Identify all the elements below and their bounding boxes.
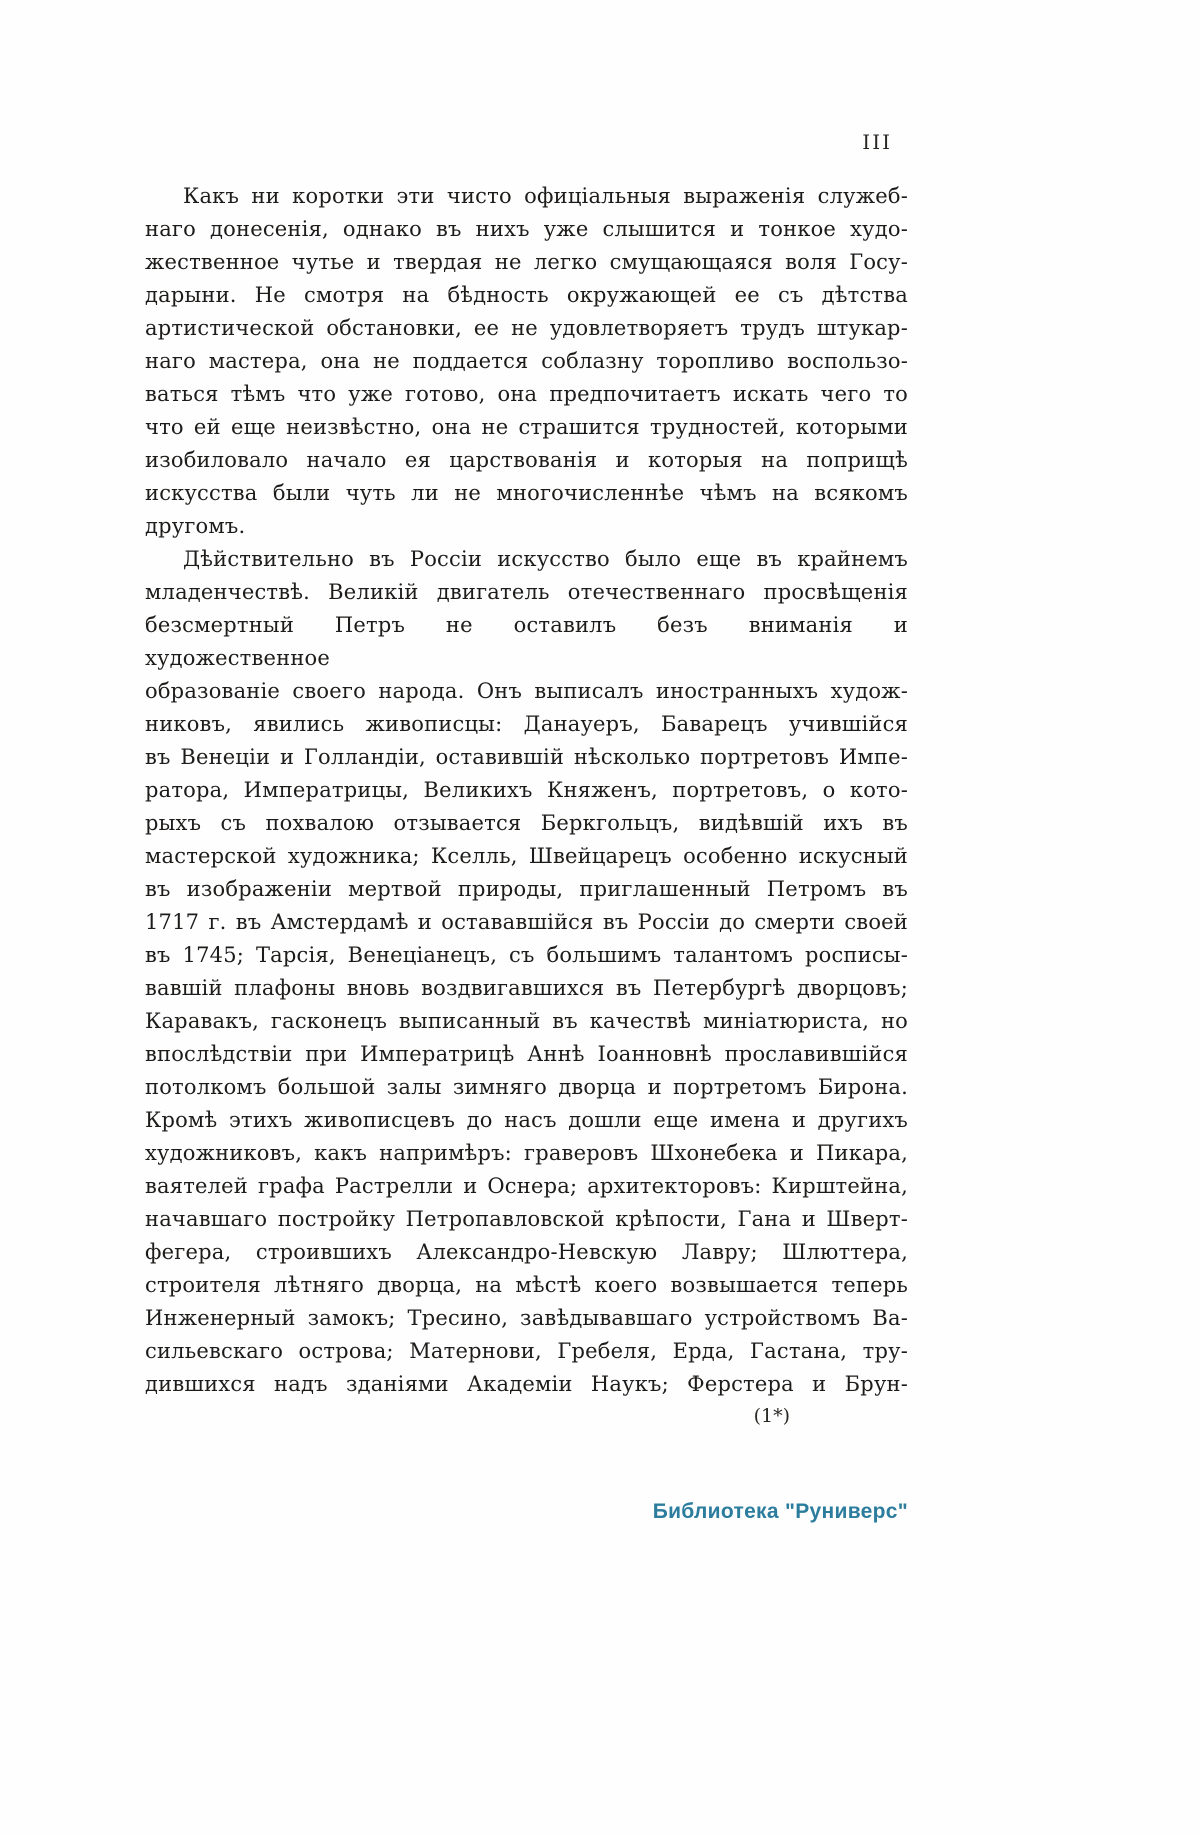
text-line: младенчествѣ. Великій двигатель отечественнаго просвѣщенія bbox=[145, 580, 908, 604]
text-line: сильевскаго острова; Матернови, Гребеля, Ерда, Гастана, тру- bbox=[145, 1339, 908, 1363]
text-line: Каравакъ, гасконецъ выписанный въ качествѣ миніатюриста, но bbox=[145, 1009, 908, 1033]
text-line: Инженерный замокъ; Тресино, завѣдывавшаго устройствомъ Ва- bbox=[145, 1306, 908, 1330]
text-block bbox=[145, 180, 908, 1427]
text-line: въ Венеціи и Голландіи, оставившій нѣсколько портретовъ Импе- bbox=[145, 745, 908, 769]
page-content bbox=[145, 130, 908, 1427]
text-line: изобиловало начало ея царствованія и которыя на поприщѣ bbox=[145, 448, 908, 472]
text-line: Какъ ни коротки эти чисто офиціальныя выраженія служеб- bbox=[183, 184, 908, 208]
text-line: дарыни. Не смотря на бѣдность окружающей ее съ дѣтства bbox=[145, 283, 908, 307]
text-line: художниковъ, какъ напримѣръ: граверовъ Шхонебека и Пикара, bbox=[145, 1141, 908, 1165]
text-line: никовъ, явились живописцы: Данауеръ, Баварецъ учившійся bbox=[145, 712, 908, 736]
text-line: фегера, строившихъ Александро-Невскую Лавру; Шлюттера, bbox=[145, 1240, 908, 1264]
text-line: ваятелей графа Растрелли и Оснера; архитекторовъ: Кирштейна, bbox=[145, 1174, 908, 1198]
text-line: образованіе своего народа. Онъ выписалъ иностранныхъ худож- bbox=[145, 679, 908, 703]
text-line: впослѣдствіи при Императрицѣ Аннѣ Іоанновнѣ прославившійся bbox=[145, 1042, 908, 1066]
text-line: вавшій плафоны вновь воздвигавшихся въ Петербургѣ дворцовъ; bbox=[145, 976, 908, 1000]
text-line: потолкомъ большой залы зимняго дворца и портретомъ Бирона. bbox=[145, 1075, 908, 1099]
text-line: начавшаго постройку Петропавловской крѣпости, Гана и Шверт- bbox=[145, 1207, 908, 1231]
text-line: 1717 г. въ Амстердамѣ и остававшійся въ Россіи до смерти своей bbox=[145, 910, 908, 934]
text-line: жественное чутье и твердая не легко смущающаяся воля Госу- bbox=[145, 250, 908, 274]
page-number: III bbox=[862, 130, 892, 154]
text-line: строителя лѣтняго дворца, на мѣстѣ коего возвышается теперь bbox=[145, 1273, 908, 1297]
text-line: наго мастера, она не поддается соблазну торопливо воспользо- bbox=[145, 349, 908, 373]
text-line: мастерской художника; Кселль, Швейцарецъ особенно искусный bbox=[145, 844, 908, 868]
text-line: Дѣйствительно въ Россіи искусство было еще въ крайнемъ bbox=[183, 547, 908, 571]
text-line: ваться тѣмъ что уже готово, она предпочитаетъ искать чего то bbox=[145, 382, 908, 406]
text-line: въ изображеніи мертвой природы, приглашенный Петромъ въ bbox=[145, 877, 908, 901]
text-line: ратора, Императрицы, Великихъ Княженъ, портретовъ, о кото- bbox=[145, 778, 908, 802]
text-line: артистической обстановки, ее не удовлетворяетъ трудъ штукар- bbox=[145, 316, 908, 340]
text-line: другомъ. bbox=[145, 514, 246, 538]
text-line: въ 1745; Тарсія, Венеціанецъ, съ большимъ талантомъ росписы- bbox=[145, 943, 908, 967]
text-line: рыхъ съ похвалою отзывается Беркгольцъ, видѣвшій ихъ въ bbox=[145, 811, 908, 835]
paragraph-2 bbox=[145, 543, 908, 1401]
paragraph-1 bbox=[145, 180, 908, 543]
library-watermark: Библиотека "Руниверс" bbox=[652, 1500, 908, 1523]
signature-mark: (1*) bbox=[753, 1405, 790, 1427]
text-line: безсмертный Петръ не оставилъ безъ вниманія и художественное bbox=[145, 613, 908, 670]
text-line: дившихся надъ зданіями Академіи Наукъ; Ферстера и Брун- bbox=[145, 1372, 908, 1396]
text-line: искусства были чуть ли не многочисленнѣе чѣмъ на всякомъ bbox=[145, 481, 908, 505]
text-line: Кромѣ этихъ живописцевъ до насъ дошли еще имена и другихъ bbox=[145, 1108, 908, 1132]
text-line: что ей еще неизвѣстно, она не страшится трудностей, которыми bbox=[145, 415, 908, 439]
text-line: наго донесенія, однако въ нихъ уже слышится и тонкое худо- bbox=[145, 217, 908, 241]
